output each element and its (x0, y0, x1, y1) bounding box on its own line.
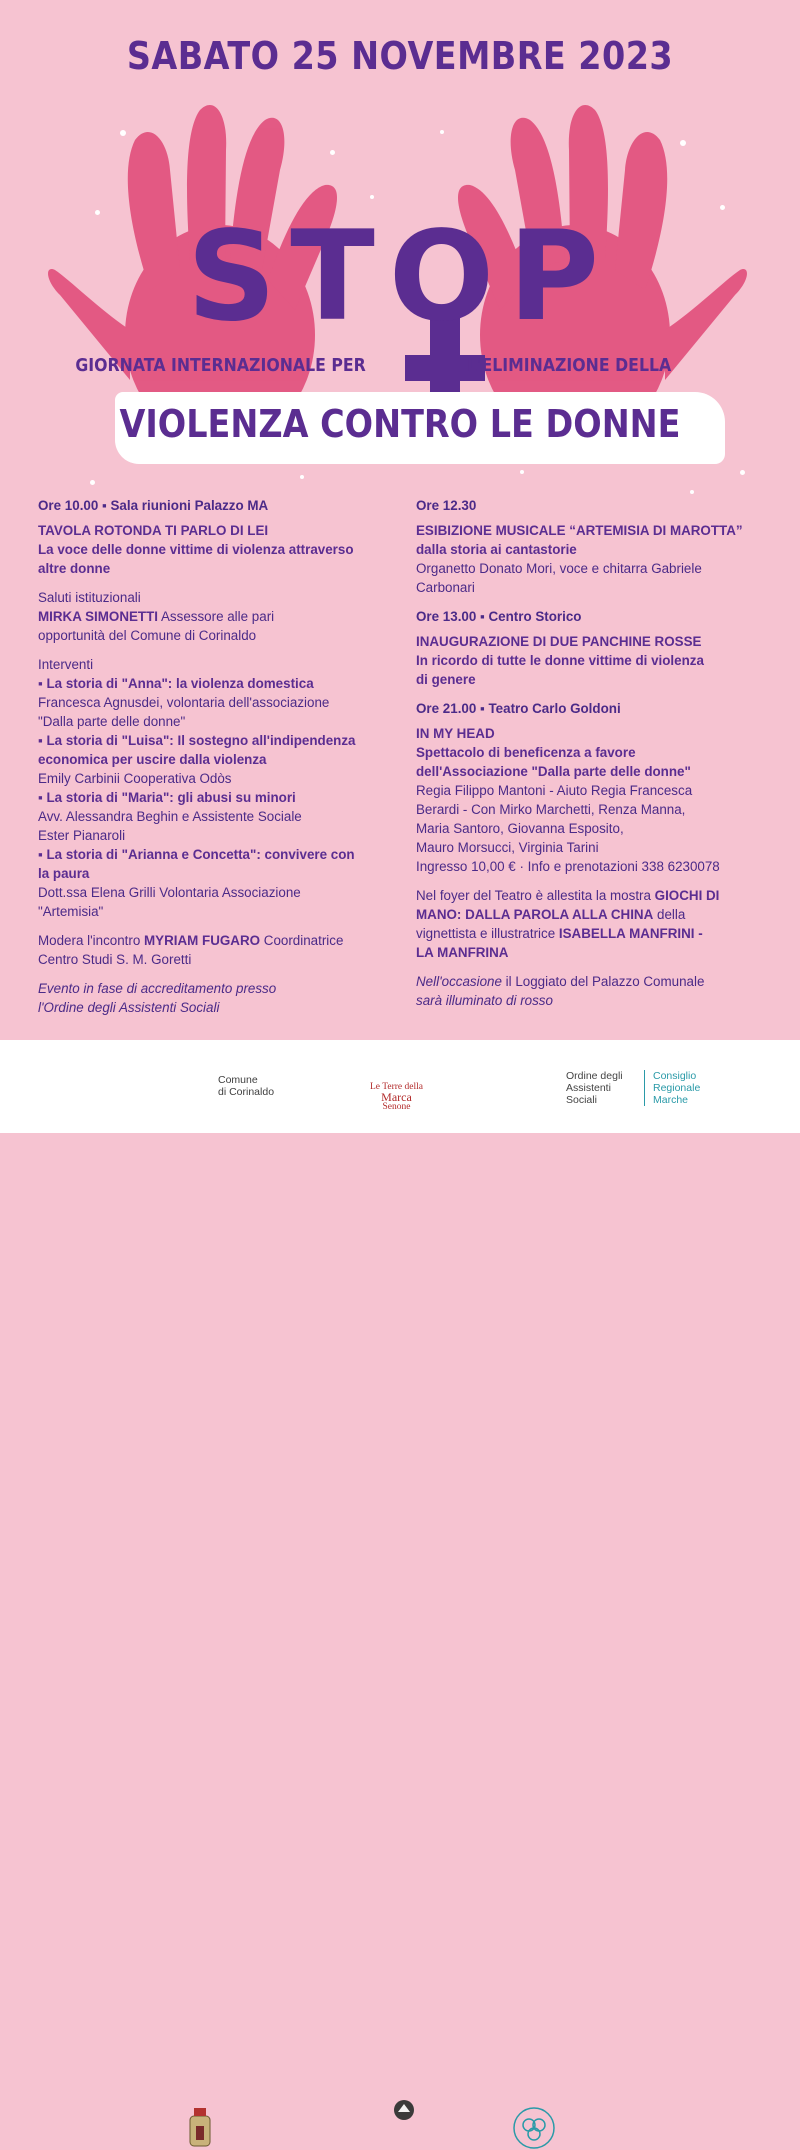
foyer-b: GIOCHI DI (654, 888, 720, 903)
maria-person-1: Avv. Alessandra Beghin e Assistente Sociale (38, 809, 302, 824)
ordine-line-3: Sociali (566, 1094, 597, 1106)
modera-a: Modera l'incontro (38, 933, 145, 948)
corinaldo-logo-text (218, 1074, 274, 1098)
corinaldo-line-2: di Corinaldo (218, 1086, 275, 1098)
terre-marca-logo-icon (392, 2098, 416, 2122)
arianna-title-1: ▪ La storia di "Arianna e Concetta": convivere con (38, 847, 355, 862)
terre-line-2: Marca (381, 1090, 412, 1104)
ordine-line-2: Assistenti (566, 1082, 611, 1094)
time-1230: Ore 12.30 (416, 498, 477, 513)
mirka-role-a: Assessore alle pari (158, 609, 275, 624)
occasione-b: il Loggiato del Palazzo Comunale (501, 974, 705, 989)
evento-line-2: l'Ordine degli Assistenti Sociali (38, 1000, 220, 1015)
esibizione-sub: dalla storia ai cantastorie (416, 542, 577, 557)
anna-person-2: "Dalla parte delle donne" (38, 714, 186, 729)
terre-line-1: Le Terre della (370, 1082, 423, 1092)
mirka-role-b: opportunità del Comune di Corinaldo (38, 628, 257, 643)
regia-1: Regia Filippo Mantoni - Aiuto Regia Francesca (416, 783, 693, 798)
arianna-person-1: Dott.ssa Elena Grilli Volontaria Associazione (38, 885, 301, 900)
consiglio-line-3: Marche (653, 1094, 689, 1106)
regia-3: Maria Santoro, Giovanna Esposito, (416, 821, 624, 836)
corinaldo-crest-icon (188, 2106, 212, 2150)
foyer-g: LA MANFRINA (416, 945, 509, 960)
ordine-logo-text (566, 1070, 623, 1106)
time-1000: Ore 10.00 ▪ Sala riunioni Palazzo MA (38, 498, 269, 513)
modera-c: Centro Studi S. M. Goretti (38, 952, 192, 967)
consiglio-line-2: Regionale (653, 1082, 701, 1094)
organetto-2: Carbonari (416, 580, 475, 595)
luisa-person: Emily Carbinii Cooperativa Odòs (38, 771, 232, 786)
consiglio-line-1: Consiglio (653, 1070, 697, 1082)
maria-title: ▪ La storia di "Maria": gli abusi su minori (38, 790, 296, 805)
corinaldo-line-1: Comune (218, 1074, 258, 1086)
terre-line-3: Senone (382, 1102, 411, 1112)
foyer-e: vignettista e illustratrice (416, 926, 559, 941)
left-column (38, 496, 388, 1027)
maria-person-2: Ester Pianaroli (38, 828, 126, 843)
giornata-right: L'ELIMINAZIONE DELLA (466, 356, 672, 376)
giornata-left: GIORNATA INTERNAZIONALE PER (75, 356, 366, 376)
arianna-title-2: la paura (38, 866, 90, 881)
spettacolo-b: dell'Associazione "Dalla parte delle donne" (416, 764, 691, 779)
terre-logo-text (370, 1082, 423, 1112)
right-column (416, 496, 766, 1020)
foyer-d: della (653, 907, 686, 922)
arianna-person-2: "Artemisia" (38, 904, 104, 919)
anna-title: ▪ La storia di "Anna": la violenza domestica (38, 676, 314, 691)
violenza-title: VIOLENZA CONTRO LE DONNE (119, 402, 681, 446)
interventi-label: Interventi (38, 657, 94, 672)
poster (0, 0, 800, 1040)
in-my-head-title: IN MY HEAD (416, 726, 495, 741)
luisa-title-1: ▪ La storia di "Luisa": Il sostegno all'indipendenza (38, 733, 356, 748)
occasione-c: sarà illuminato di rosso (416, 993, 553, 1008)
inaugurazione-sub-a: In ricordo di tutte le donne vittime di violenza (416, 653, 704, 668)
ordine-line-1: Ordine degli (566, 1070, 623, 1082)
time-1300: Ore 13.00 ▪ Centro Storico (416, 609, 582, 624)
esibizione-title: ESIBIZIONE MUSICALE “ARTEMISIA DI MAROTTA” (416, 523, 743, 538)
time-2100: Ore 21.00 ▪ Teatro Carlo Goldoni (416, 701, 621, 716)
spettacolo-a: Spettacolo di beneficenza a favore (416, 745, 636, 760)
inaugurazione-title: INAUGURAZIONE DI DUE PANCHINE ROSSE (416, 634, 702, 649)
tavola-rotonda-title: TAVOLA ROTONDA TI PARLO DI LEI (38, 523, 269, 538)
foyer-a: Nel foyer del Teatro è allestita la mostra (416, 888, 655, 903)
mirka-name: MIRKA SIMONETTI (38, 609, 159, 624)
regia-2: Berardi - Con Mirko Marchetti, Renza Manna, (416, 802, 686, 817)
event-date: SABATO 25 NOVEMBRE 2023 (126, 34, 674, 78)
modera-b: Coordinatrice (260, 933, 344, 948)
regia-4: Mauro Morsucci, Virginia Tarini (416, 840, 599, 855)
ordine-assistenti-logo-icon (512, 2106, 556, 2150)
tavola-sub-a: La voce delle donne vittime di violenza attraverso (38, 542, 354, 557)
foyer-f: ISABELLA MANFRINI - (558, 926, 703, 941)
luisa-title-2: economica per uscire dalla violenza (38, 752, 267, 767)
foyer-c: MANO: DALLA PAROLA ALLA CHINA (416, 907, 654, 922)
inaugurazione-sub-b: di genere (416, 672, 476, 687)
organetto-1: Organetto Donato Mori, voce e chitarra Gabriele (416, 561, 702, 576)
stop-title: STOP (186, 205, 614, 349)
anna-person-1: Francesca Agnusdei, volontaria dell'associazione (38, 695, 330, 710)
occasione-a: Nell'occasione (416, 974, 502, 989)
evento-line-1: Evento in fase di accreditamento presso (38, 981, 277, 996)
modera-name: MYRIAM FUGARO (144, 933, 261, 948)
ingresso-info: Ingresso 10,00 € · Info e prenotazioni 338 6230078 (416, 859, 720, 874)
tavola-sub-b: altre donne (38, 561, 111, 576)
saluti-label: Saluti istituzionali (38, 590, 141, 605)
consiglio-logo-text (644, 1070, 700, 1106)
